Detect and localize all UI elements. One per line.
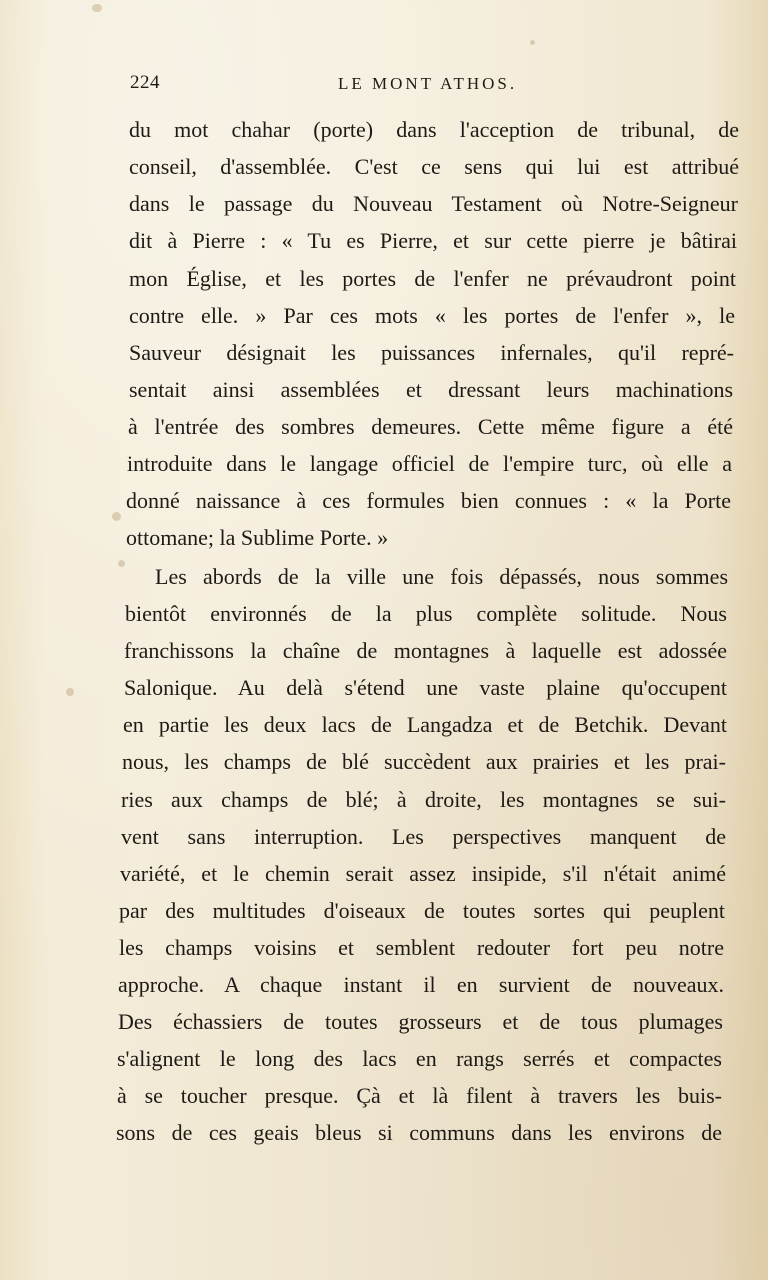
text-line: franchissons la chaîne de montagnes à laquelle est adossée [124, 638, 727, 663]
text-line: sons de ces geais bleus si communs dans les environs de [116, 1120, 722, 1145]
text-line: sentait ainsi assemblées et dressant leurs machinations [129, 377, 733, 402]
text-line: Les abords de la ville une fois dépassés, nous sommes [155, 564, 728, 589]
text-line: contre elle. » Par ces mots « les portes de l'enfer », le [129, 303, 735, 328]
text-line: conseil, d'assemblée. C'est ce sens qui lui est attribué [129, 154, 739, 179]
text-line: à se toucher presque. Çà et là filent à travers les buis- [117, 1083, 722, 1108]
text-line: variété, et le chemin serait assez insipide, s'il n'était animé [120, 861, 726, 886]
text-line: les champs voisins et semblent redouter fort peu notre [119, 935, 724, 960]
text-line: donné naissance à ces formules bien connues : « la Porte [126, 488, 731, 513]
text-line: Sauveur désignait les puissances infernales, qu'il repré- [129, 340, 734, 365]
text-line: s'alignent le long des lacs en rangs serrés et compactes [117, 1046, 722, 1071]
text-line: nous, les champs de blé succèdent aux prairies et les prai- [122, 749, 726, 774]
text-line: Des échassiers de toutes grosseurs et de tous plumages [118, 1009, 723, 1034]
text-line: Salonique. Au delà s'étend une vaste plaine qu'occupent [124, 675, 727, 700]
text-line: dit à Pierre : « Tu es Pierre, et sur cette pierre je bâtirai [129, 228, 737, 253]
text-line: du mot chahar (porte) dans l'acception de tribunal, de [129, 117, 739, 142]
text-line: par des multitudes d'oiseaux de toutes sortes qui peuplent [119, 898, 725, 923]
text-line: introduite dans le langage officiel de l'empire turc, où elle a [127, 451, 732, 476]
text-line: vent sans interruption. Les perspectives manquent de [121, 824, 726, 849]
text-line: en partie les deux lacs de Langadza et de Betchik. Devant [123, 712, 727, 737]
text-line: mon Église, et les portes de l'enfer ne prévaudront point [129, 266, 736, 291]
running-head: LE MONT ATHOS. [338, 74, 518, 93]
text-line: ries aux champs de blé; à droite, les montagnes se sui- [121, 787, 726, 812]
text-line: bientôt environnés de la plus complète solitude. Nous [125, 601, 727, 626]
text-line: à l'entrée des sombres demeures. Cette même figure a été [128, 414, 733, 439]
text-line: approche. A chaque instant il en survient de nouveaux. [118, 972, 724, 997]
text-line: dans le passage du Nouveau Testament où Notre-Seigneur [129, 191, 738, 216]
page-number: 224 [130, 72, 160, 93]
text-line: ottomane; la Sublime Porte. » [126, 525, 389, 550]
